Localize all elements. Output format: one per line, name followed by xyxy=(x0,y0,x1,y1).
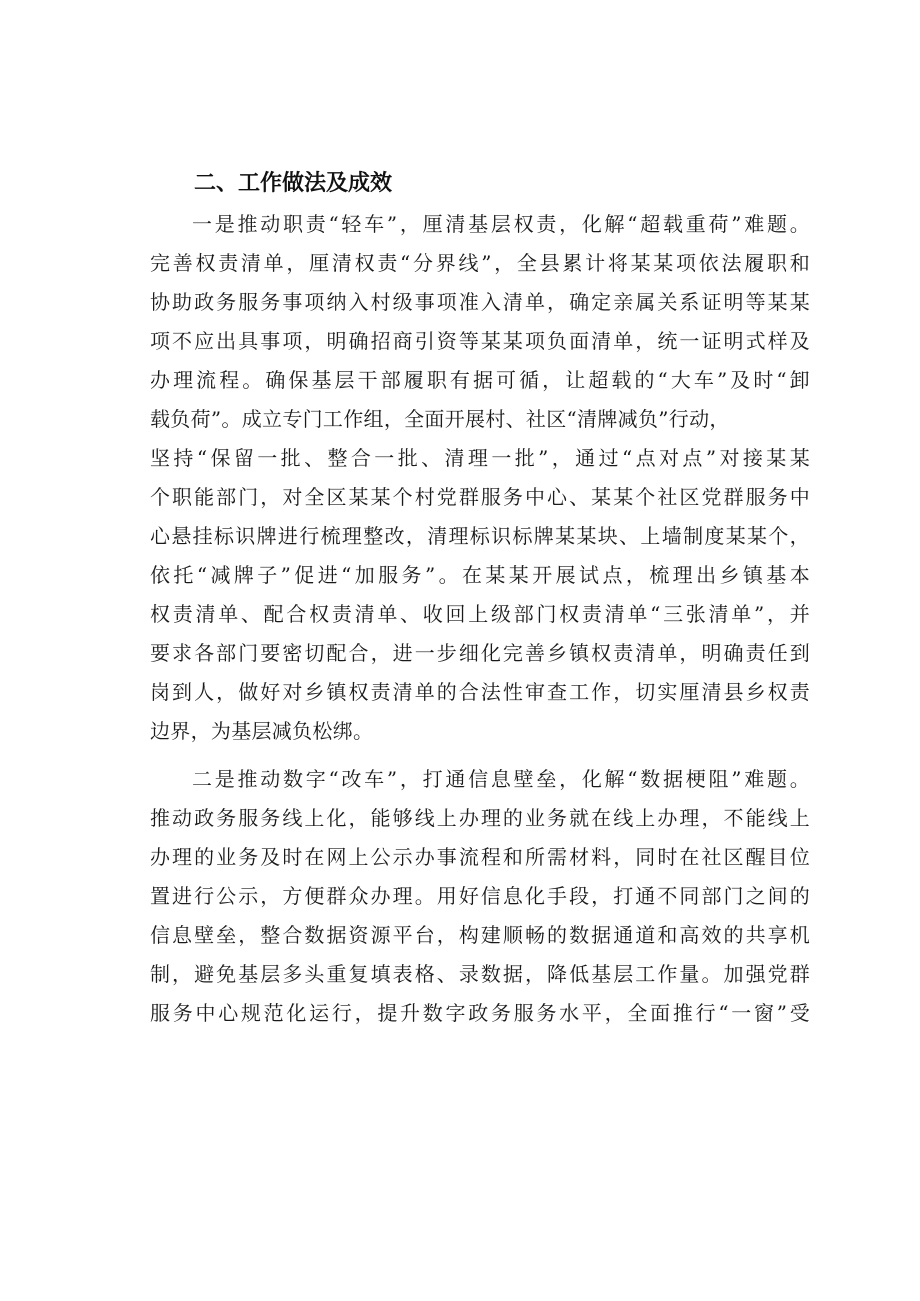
paragraph-line: 信息壁垒，整合数据资源平台，构建顺畅的数据通道和高效的共享机 xyxy=(150,923,810,947)
paragraph-line: 一是推动职责“轻车”，厘清基层权责，化解“超载重荷”难题。 xyxy=(192,212,810,236)
paragraph-line: 要求各部门要密切配合，进一步细化完善乡镇权责清单，明确责任到 xyxy=(150,641,810,665)
paragraph-line: 置进行公示，方便群众办理。用好信息化手段，打通不同部门之间的 xyxy=(150,884,810,908)
paragraph-line: 推动政务服务线上化，能够线上办理的业务就在线上办理，不能线上 xyxy=(150,806,810,830)
paragraph-line: 心悬挂标识牌进行梳理整改，清理标识标牌某某块、上墙制度某某个， xyxy=(150,524,810,548)
paragraph-line: 二是推动数字“改车”，打通信息壁垒，化解“数据梗阻”难题。 xyxy=(192,767,810,791)
paragraph-line: 办理流程。确保基层干部履职有据可循，让超载的“大车”及时“卸 xyxy=(150,368,810,392)
paragraph-line: 完善权责清单，厘清权责“分界线”，全县累计将某某项依法履职和 xyxy=(150,251,810,275)
paragraph-line: 制，避免基层多头重复填表格、录数据，降低基层工作量。加强党群 xyxy=(150,962,810,986)
paragraph-line: 项不应出具事项，明确招商引资等某某项负面清单，统一证明式样及 xyxy=(150,329,810,353)
paragraph-line: 权责清单、配合权责清单、收回上级部门权责清单“三张清单”，并 xyxy=(150,602,810,626)
paragraph-1 xyxy=(150,205,810,751)
paragraph-line: 载负荷”。成立专门工作组，全面开展村、社区“清牌减负”行动， xyxy=(150,407,730,431)
paragraph-line: 岗到人，做好对乡镇权责清单的合法性审查工作，切实厘清县乡权责 xyxy=(150,680,810,704)
paragraph-line: 办理的业务及时在网上公示办事流程和所需材料，同时在社区醒目位 xyxy=(150,845,810,869)
paragraph-line: 服务中心规范化运行，提升数字政务服务水平，全面推行“一窗”受 xyxy=(150,1001,810,1025)
paragraph-gap xyxy=(150,751,810,760)
paragraph-line: 坚持“保留一批、整合一批、清理一批”，通过“点对点”对接某某 xyxy=(150,446,810,470)
section-heading: 二、工作做法及成效 xyxy=(194,171,393,196)
paragraph-line: 边界，为基层减负松绑。 xyxy=(150,719,374,743)
paragraph-line: 协助政务服务事项纳入村级事项准入清单，确定亲属关系证明等某某 xyxy=(150,290,810,314)
paragraph-line: 个职能部门，对全区某某个村党群服务中心、某某个社区党群服务中 xyxy=(150,485,810,509)
document-body xyxy=(150,163,810,1033)
paragraph-2 xyxy=(150,760,810,1033)
paragraph-line: 依托“减牌子”促进“加服务”。在某某开展试点，梳理出乡镇基本 xyxy=(150,563,810,587)
